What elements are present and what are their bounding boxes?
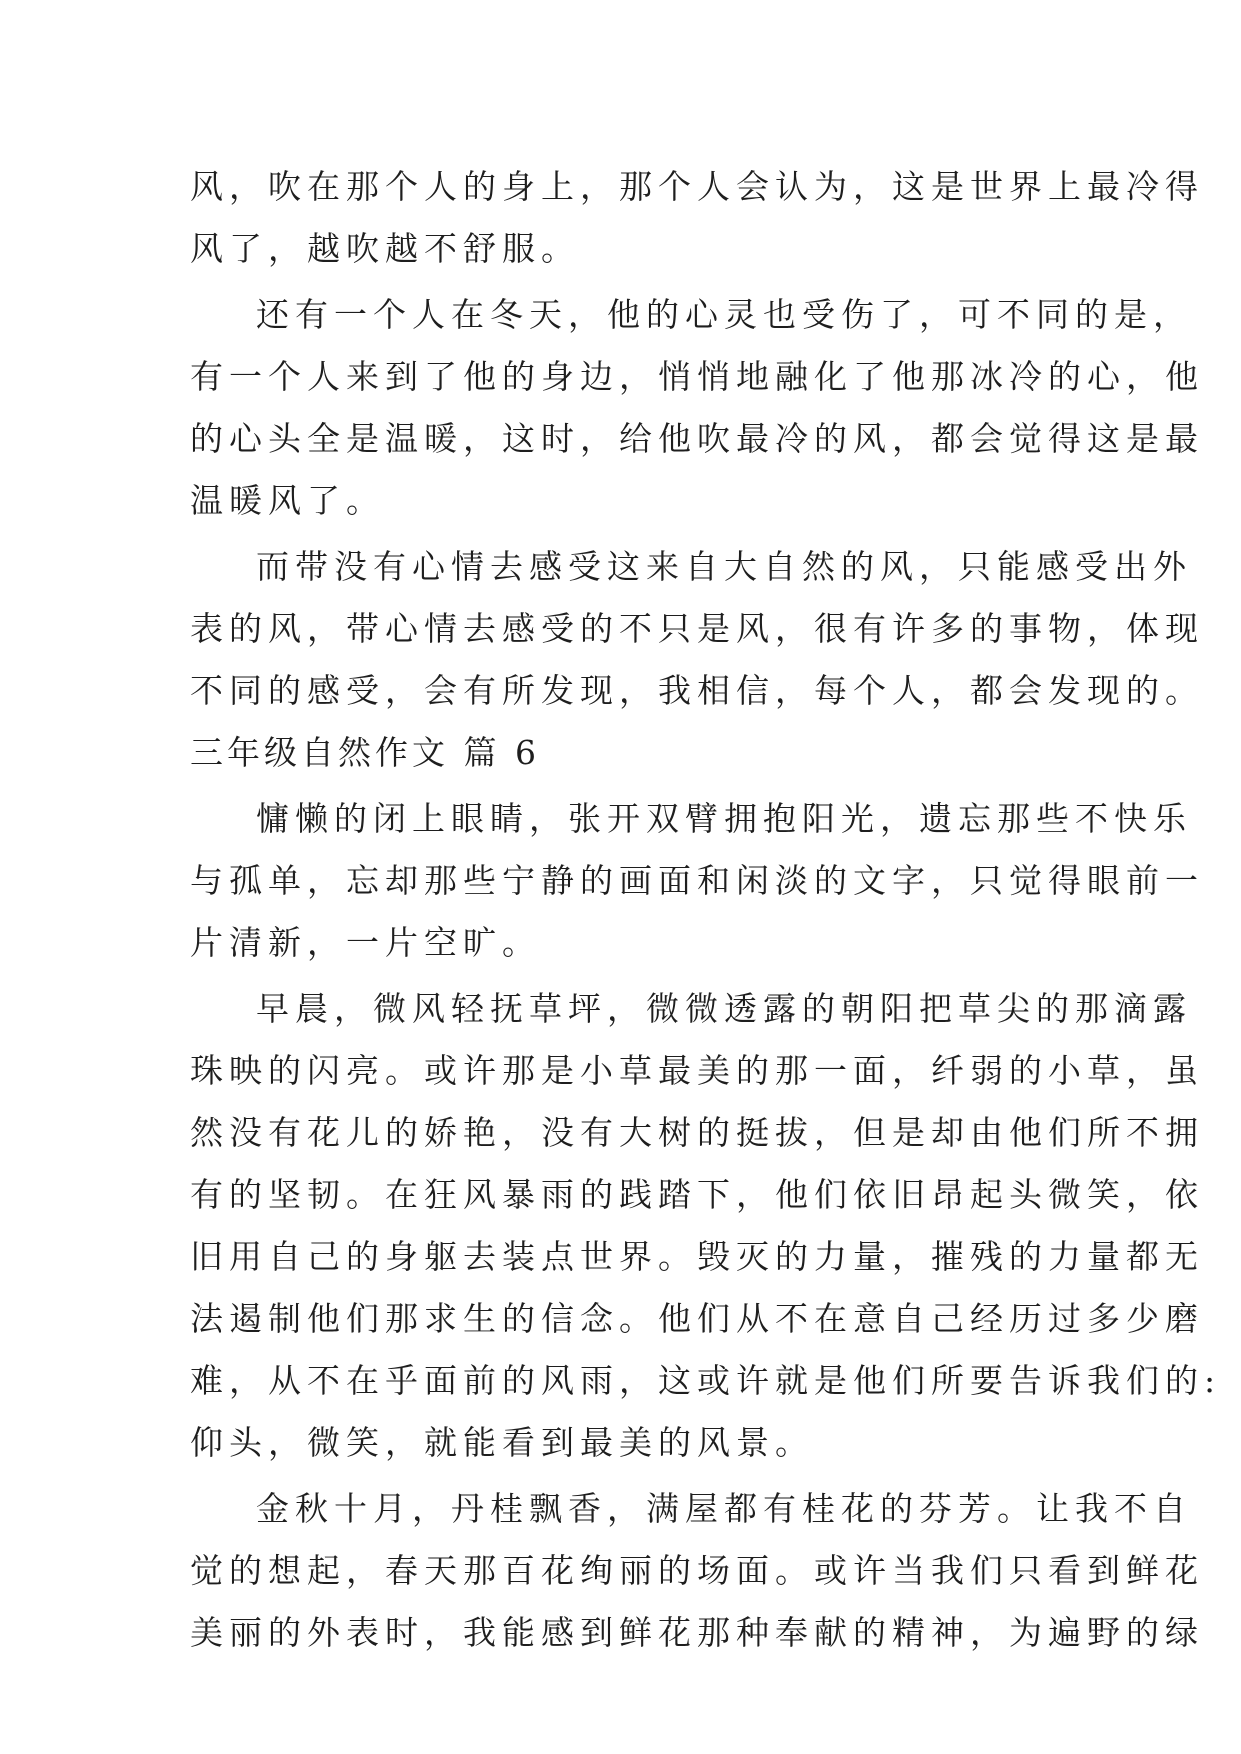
text-line: 表的风，带心情去感受的不只是风，很有许多的事物，体现 (190, 609, 1204, 648)
text-line: 觉的想起，春天那百花绚丽的场面。或许当我们只看到鲜花 (190, 1551, 1204, 1590)
paragraph (190, 156, 1204, 280)
text-line: 而带没有心情去感受这来自大自然的风，只能感受出外 (256, 547, 1192, 586)
text-line: 法遏制他们那求生的信念。他们从不在意自己经历过多少磨 (190, 1299, 1204, 1338)
paragraph (190, 284, 1204, 532)
text-line: 金秋十月，丹桂飘香，满屋都有桂花的芬芳。让我不自 (256, 1489, 1192, 1528)
text-line: 早晨，微风轻抚草坪，微微透露的朝阳把草尖的那滴露 (256, 989, 1192, 1028)
text-line: 温暖风了。 (190, 481, 385, 520)
paragraph (190, 978, 1222, 1474)
text-line: 片清新，一片空旷。 (190, 923, 541, 962)
paragraph (190, 1478, 1204, 1664)
text-line: 然没有花儿的娇艳，没有大树的挺拔，但是却由他们所不拥 (190, 1113, 1204, 1152)
section-heading: 三年级自然作文 篇 6 (190, 733, 540, 772)
text-line: 风了，越吹越不舒服。 (190, 229, 580, 268)
text-line: 风，吹在那个人的身上，那个人会认为，这是世界上最冷得 (190, 167, 1204, 206)
text-line: 有的坚韧。在狂风暴雨的践踏下，他们依旧昂起头微笑，依 (190, 1175, 1204, 1214)
text-line: 美丽的外表时，我能感到鲜花那种奉献的精神，为遍野的绿 (190, 1613, 1204, 1652)
text-line: 仰头，微笑，就能看到最美的风景。 (190, 1423, 814, 1462)
document-body (190, 156, 1222, 1664)
text-line: 的心头全是温暖，这时，给他吹最冷的风，都会觉得这是最 (190, 419, 1204, 458)
text-line: 与孤单，忘却那些宁静的画面和闲淡的文字，只觉得眼前一 (190, 861, 1204, 900)
text-line: 有一个人来到了他的身边，悄悄地融化了他那冰冷的心，他 (190, 357, 1204, 396)
text-line: 慵懒的闭上眼睛，张开双臂拥抱阳光，遗忘那些不快乐 (256, 799, 1192, 838)
paragraph (190, 536, 1204, 722)
text-line: 难，从不在乎面前的风雨，这或许就是他们所要告诉我们的: (190, 1361, 1222, 1400)
text-line: 还有一个人在冬天，他的心灵也受伤了，可不同的是， (256, 295, 1192, 334)
text-line: 珠映的闪亮。或许那是小草最美的那一面，纤弱的小草，虽 (190, 1051, 1204, 1090)
text-line: 不同的感受，会有所发现，我相信，每个人，都会发现的。 (190, 671, 1204, 710)
paragraph (190, 788, 1204, 974)
text-line: 旧用自己的身躯去装点世界。毁灭的力量，摧残的力量都无 (190, 1237, 1204, 1276)
